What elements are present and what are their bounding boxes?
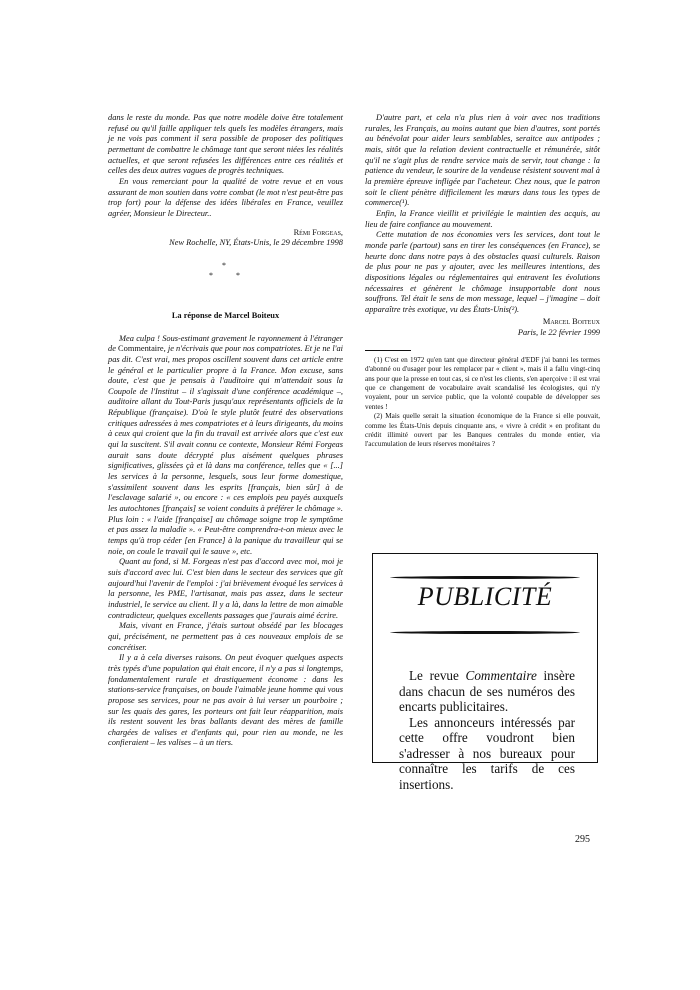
left-column [108, 113, 343, 749]
reply-paragraph-3: Mais, vivant en France, j'étais surtout obsédé par les blocages qui, précisément, ne permettent pas à ces nouveaux emplois de se concrétiser. [108, 621, 343, 652]
footnote-divider [365, 350, 411, 351]
reply-signature-place: Paris, le 22 février 1999 [517, 328, 600, 338]
letter-paragraph-2: En vous remerciant pour la qualité de votre revue et en vous assurant de mon soutien dans votre combat (le mot n'est peut-être pas trop fort) pour la défense des idées libérales en France, veuillez agréer, Monsieur le Directeur.. [108, 176, 343, 218]
reply-paragraph-1: Mea culpa ! Sous-estimant gravement le rayonnement à l'étranger de Commentaire, je n'écrivais que pour nos compatriotes. Et je ne l'ai pas dit. C'est vrai, mes propos oscillent souvent dans cet article entre le général et le particulier propre à la France. Mon excuse, sans doute, c'est que je pensais à l'auditoire qui m'attendait sous la Coupole de l'Institut – il s'agissait d'une conférence académique –, auditoire allant du Tout-Paris jusqu'aux représentants officiels de la République (française). D'où le style plutôt feutré des observations critiques adressées à mes compatriotes et à leurs dirigeants, du moins à ceux qui croient que la fin du travail est arrivée alors que c'est eux qui la suscitent. S'il avait connu ce contexte, Monsieur Rémi Forgeas aurait sans doute décrypté plus aisément quelques phrases significatives, glissées çà et là dans ma conférence, telles que « [...] les services à la personne, lesquels, sous leur forme domestique, s'assimilent souvent dans les esprits [français, bien sûr] à de l'esclavage salarié », ou encore : « ces emplois peu payés auxquels les autochtones [français] se voient conduits à préférer le chômage ». Plus loin : « l'aide [française] au chômage soigne trop le symptôme et pas assez la maladie ». « Peut-être comprendra-t-on mieux avec le temps qu'à trop céder [en France] à la panique du travailleur qui se noie, on coule le travail qui le sauve », etc. [108, 333, 344, 556]
letter-signature-name: Rémi Forgeas, [293, 227, 343, 237]
reply-paragraph-6: Enfin, la France vieillit et privilégie le maintien des acquis, au lieu de faire confiance au mouvement. [365, 208, 600, 229]
reply-paragraph-7: Cette mutation de nos économies vers les services, dont tout le monde parle (partout) sans en tirer les conséquences (en France), se heurte donc dans notre pays à des obstacles quasi culturels. Raison de plus pour ne pas y ajouter, avec les meilleures intentions, des dispositions légales ou réglementaires qui entravent les évolutions nécessaires et génèrent le chômage insupportable dont nous souffrons. Tel était le sens de mon message, lequel – j'imagine – doit apparaître très exotique, vu des États-Unis(²). [365, 230, 600, 314]
footnote-2: (2) Mais quelle serait la situation économique de la France si elle pouvait, comme les États-Unis depuis cinquante ans, « vivre à crédit » en profitant du crédit illimité ouvert par les Banques centrales du monde entier, via l'accumulation de leurs réserves monétaires ? [365, 412, 600, 449]
reply-paragraph-5: D'autre part, et cela n'a plus rien à voir avec nos traditions rurales, les Français, au moins autant que bien d'autres, sont portés au bénévolat pour aider leurs semblables, seraitce aux antipodes ; mais, sitôt que la relation devient contractuelle et rémunérée, sitôt qu'il ne s'agit plus de rendre service mais de servir, tout change : la patience du vendeur, le sourire de la vendeuse résistent souvent mal à la première épreuve infligée par l'acheteur. Chez nous, que le patron soit le client pénètre difficilement les mœurs dans tous les types de commerce(¹). [365, 113, 600, 208]
ad-paragraph-2: Les annonceurs intéressés par cette offre voudront bien s'adresser à nos bureaux pour connaître les tarifs de ces insertions. [399, 714, 575, 792]
footnotes [365, 356, 600, 450]
advertisement-box [372, 553, 598, 792]
reply-paragraph-2: Quant au fond, si M. Forgeas n'est pas d'accord avec moi, moi je suis d'accord avec lui. C'est bien dans le secteur des services que gît aujourd'hui l'avenir de l'emploi : j'ai brièvement évoqué les services à la personne, les PME, l'artisanat, mais pas assez, dans le secteur industriel, le service au client. Il y a là, dans la lettre de mon aimable contradicteur, quelques excellents passages que j'aurais aimé écrire. [108, 557, 343, 620]
section-separator-stars: * * * [209, 260, 240, 280]
reply-signature-name: Marcel Boiteux [542, 317, 600, 327]
letter-signature-place: New Rochelle, NY, États-Unis, le 29 décembre 1998 [169, 238, 343, 248]
right-column [365, 113, 600, 450]
letter-paragraph-1: dans le reste du monde. Pas que notre modèle doive être totalement refusé ou qu'il faille appliquer tels quels les modèles étrangers, mais je ne vois pas comment il sera possible de proposer des politiques permettant de combattre le chômage tant que seront niées les réalités actuelles, et que seront refusées les différences entre ces réalités et celles des deux autres vagues de progrès techniques. [108, 113, 343, 176]
reply-paragraph-4: Il y a à cela diverses raisons. On peut évoquer quelques aspects très typés d'une population qui était encore, il n'y a pas si longtemps, fondamentalement rurale et drastiquement économe : dans les stations-service françaises, on boude l'aimable jeune homme qui vous propose ses services, pour ne pas avoir à lui verser un pourboire ; sur les quais des gares, les porteurs ont fait leur réapparition, mais ils restent souvent les bras ballants devant des mères de famille chargées de valises et d'enfants qui, pour rien au monde, ne les confieraient – les valises – à un tiers. [108, 653, 343, 748]
ad-text [399, 668, 575, 792]
ad-title: PUBLICITÉ [417, 582, 553, 611]
footnote-1: (1) C'est en 1972 qu'en tant que directeur général d'EDF j'ai banni les termes d'abonné ou d'usager pour les remplacer par « client », mais il a fallu vingt-cinq ans pour que la presse en tout cas, si ce n'est les clients, s'en aperçoive : il est vrai que ce changement de vocabulaire avait scandalisé les écologistes, qui n'y voyaient, pour un service public, que la volonté coupable de développer ses ventes ! [365, 355, 600, 411]
reply-heading: La réponse de Marcel Boiteux [171, 310, 280, 320]
ad-top-bar [390, 576, 580, 579]
ad-bottom-bar [390, 631, 580, 634]
ad-paragraph-1: Le revue Commentaire insère dans chacun de ses numéros des encarts publicitaires. [399, 668, 575, 714]
page-number: 295 [575, 834, 590, 845]
